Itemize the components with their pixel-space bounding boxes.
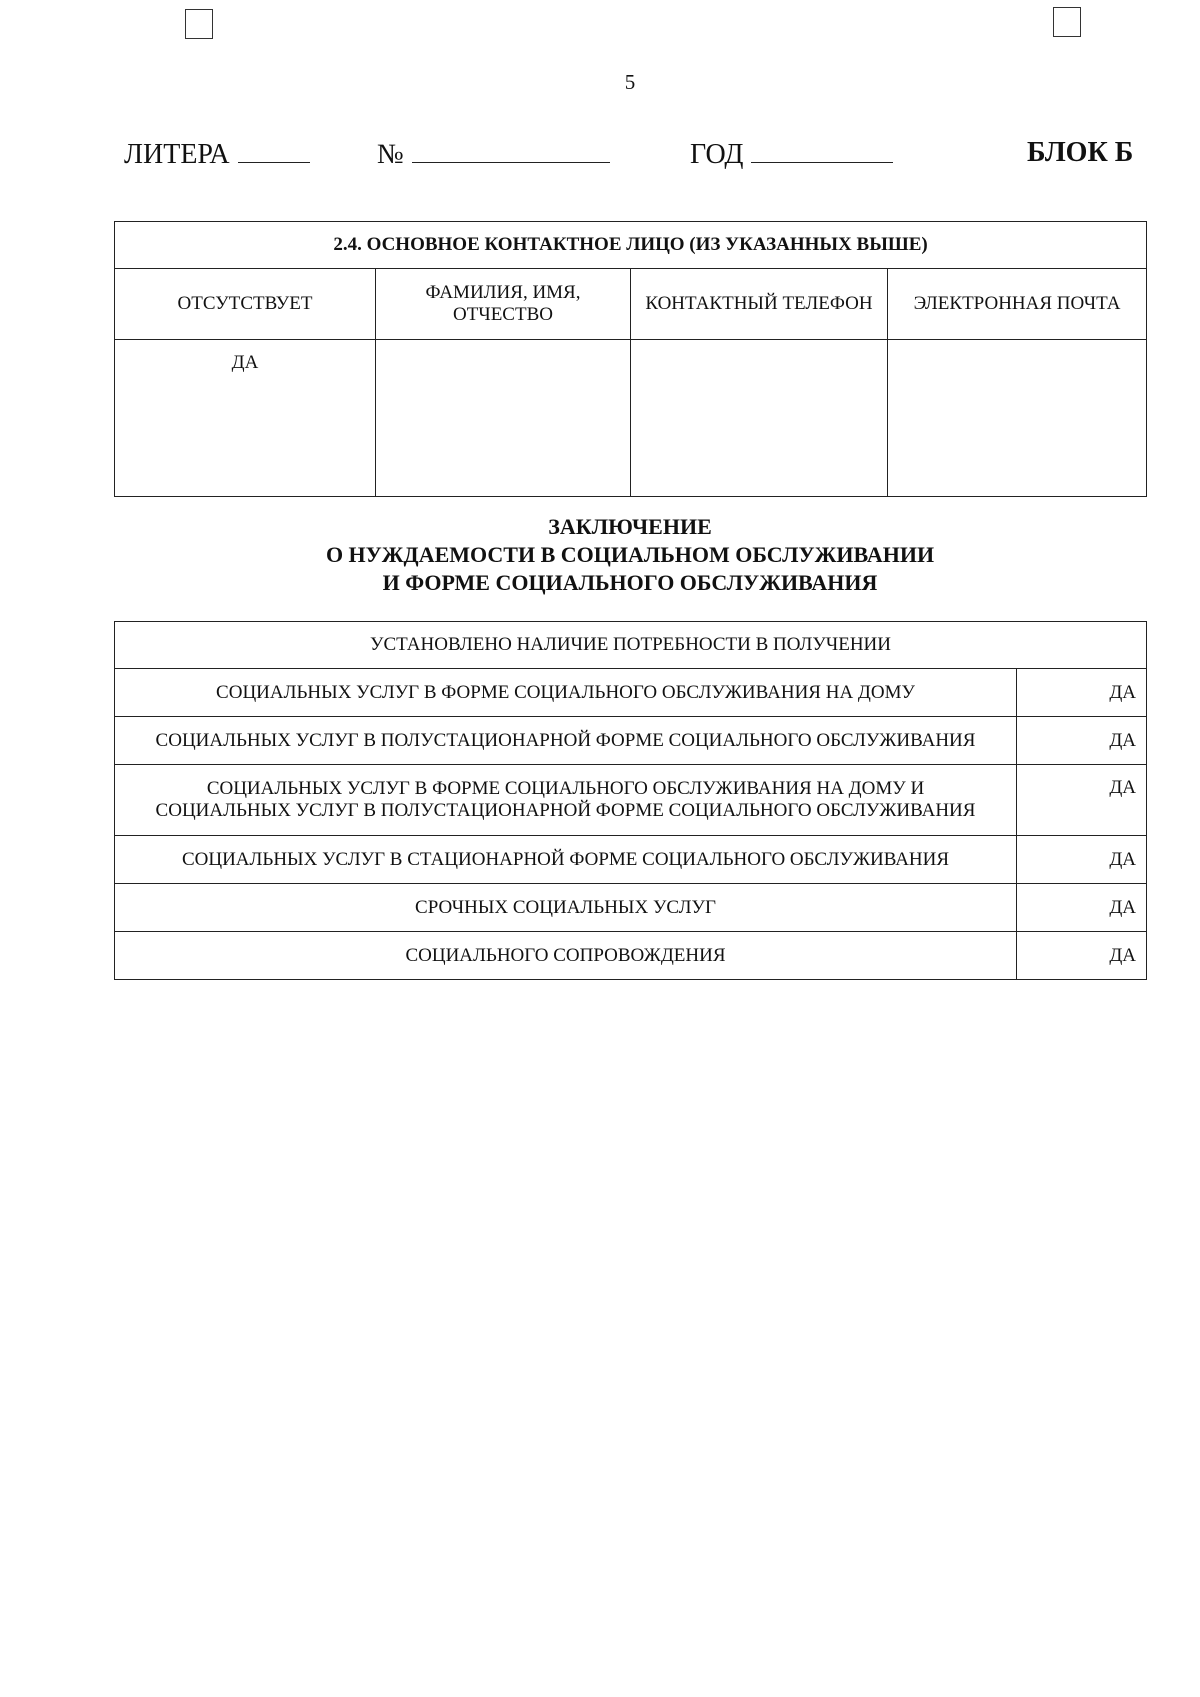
registration-mark-left (185, 9, 213, 39)
contact-data-row (115, 340, 1147, 497)
full-name-cell[interactable] (376, 340, 631, 497)
conclusion-title (114, 513, 1146, 597)
service-label-stationary: СОЦИАЛЬНЫХ УСЛУГ В СТАЦИОНАРНОЙ ФОРМЕ СОЦИАЛЬНОГО ОБСЛУЖИВАНИЯ (115, 836, 1017, 884)
column-full-name: ФАМИЛИЯ, ИМЯ, ОТЧЕСТВО (376, 269, 631, 340)
service-answer-home-and-semi-stationary[interactable]: ДА (1017, 765, 1147, 836)
service-label-social-support: СОЦИАЛЬНОГО СОПРОВОЖДЕНИЯ (115, 932, 1017, 980)
column-email: ЭЛЕКТРОННАЯ ПОЧТА (888, 269, 1147, 340)
block-label: БЛОК Б (1027, 137, 1134, 168)
phone-cell[interactable] (631, 340, 888, 497)
service-label-home: СОЦИАЛЬНЫХ УСЛУГ В ФОРМЕ СОЦИАЛЬНОГО ОБСЛУЖИВАНИЯ НА ДОМУ (115, 669, 1017, 717)
contact-header-row (115, 269, 1147, 340)
number-field (377, 136, 610, 172)
registration-mark-right (1053, 7, 1081, 37)
service-label-urgent: СРОЧНЫХ СОЦИАЛЬНЫХ УСЛУГ (115, 884, 1017, 932)
service-row (115, 932, 1147, 980)
column-absent: ОТСУТСТВУЕТ (115, 269, 376, 340)
service-row (115, 669, 1147, 717)
service-answer-stationary[interactable]: ДА (1017, 836, 1147, 884)
service-label-home-and-semi-stationary (115, 765, 1017, 836)
service-row (115, 765, 1147, 836)
absent-cell[interactable]: ДА (115, 340, 376, 497)
column-phone: КОНТАКТНЫЙ ТЕЛЕФОН (631, 269, 888, 340)
service-answer-home[interactable]: ДА (1017, 669, 1147, 717)
conclusion-title-line1: ЗАКЛЮЧЕНИЕ (548, 514, 712, 539)
service-row (115, 717, 1147, 765)
page-number: 5 (624, 70, 636, 94)
conclusion-title-line2: О НУЖДАЕМОСТИ В СОЦИАЛЬНОМ ОБСЛУЖИВАНИИ (325, 542, 935, 567)
services-need-table (114, 621, 1147, 980)
conclusion-title-line3: И ФОРМЕ СОЦИАЛЬНОГО ОБСЛУЖИВАНИЯ (382, 570, 878, 595)
contact-person-table (114, 221, 1147, 497)
service-label-line2: СОЦИАЛЬНЫХ УСЛУГ В ПОЛУСТАЦИОНАРНОЙ ФОРМЕ СОЦИАЛЬНОГО ОБСЛУЖИВАНИЯ (155, 800, 976, 821)
service-answer-social-support[interactable]: ДА (1017, 932, 1147, 980)
service-answer-urgent[interactable]: ДА (1017, 884, 1147, 932)
number-blank[interactable] (412, 136, 610, 163)
number-label: № (377, 139, 404, 170)
litera-label: ЛИТЕРА (124, 139, 230, 170)
service-row (115, 836, 1147, 884)
year-field (690, 136, 893, 172)
service-answer-semi-stationary[interactable]: ДА (1017, 717, 1147, 765)
service-row (115, 884, 1147, 932)
litera-blank[interactable] (238, 136, 310, 163)
year-label: ГОД (690, 139, 744, 170)
contact-section-title: 2.4. ОСНОВНОЕ КОНТАКТНОЕ ЛИЦО (ИЗ УКАЗАННЫХ ВЫШЕ) (115, 222, 1147, 269)
year-blank[interactable] (751, 136, 893, 163)
service-label-line1: СОЦИАЛЬНЫХ УСЛУГ В ФОРМЕ СОЦИАЛЬНОГО ОБСЛУЖИВАНИЯ НА ДОМУ И (206, 778, 925, 799)
litera-field (124, 136, 310, 172)
services-header: УСТАНОВЛЕНО НАЛИЧИЕ ПОТРЕБНОСТИ В ПОЛУЧЕНИИ (115, 622, 1147, 669)
service-label-semi-stationary: СОЦИАЛЬНЫХ УСЛУГ В ПОЛУСТАЦИОНАРНОЙ ФОРМЕ СОЦИАЛЬНОГО ОБСЛУЖИВАНИЯ (115, 717, 1017, 765)
email-cell[interactable] (888, 340, 1147, 497)
